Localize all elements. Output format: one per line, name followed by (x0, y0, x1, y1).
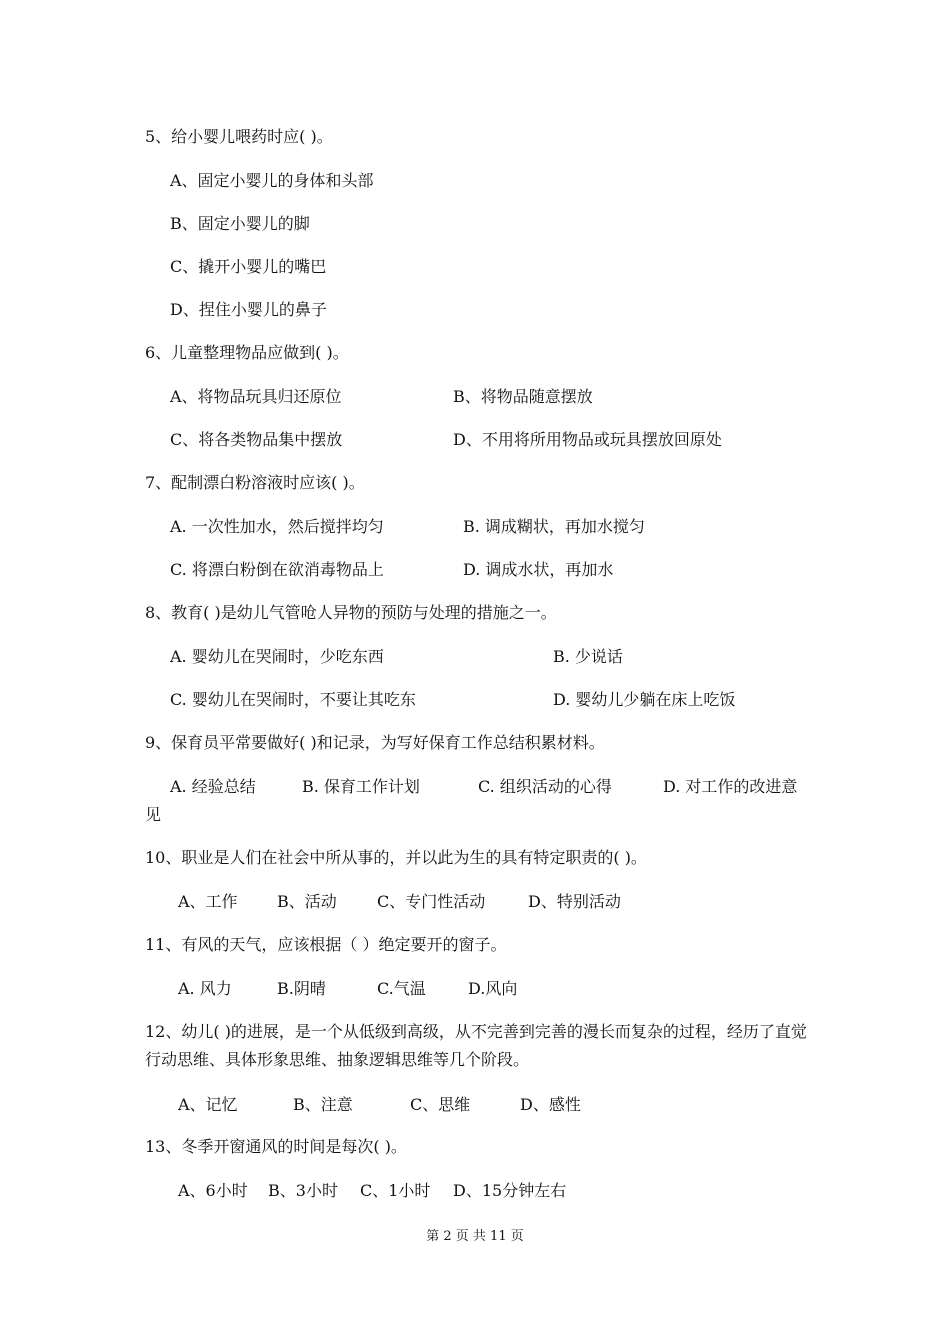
question-9-option-c: C. 组织活动的心得 (478, 777, 612, 796)
question-10-stem: 10、职业是人们在社会中所从事的，并以此为生的具有特定职责的( )。 (145, 848, 647, 867)
question-9-stem: 9、保育员平常要做好( )和记录，为写好保育工作总结积累材料。 (145, 733, 605, 752)
question-9-option-b: B. 保育工作计划 (302, 777, 420, 796)
question-11-option-a: A. 风力 (178, 979, 232, 998)
question-11-option-c: C.气温 (377, 979, 426, 998)
question-8-option-b: B. 少说话 (553, 647, 623, 666)
question-12-option-a: A、记忆 (178, 1095, 238, 1114)
question-12-stem: 12、幼儿( )的进展，是一个从低级到高级，从不完善到完善的漫长而复杂的过程，经历了直觉行动思维、具体形象思维、抽象逻辑思维等几个阶段。 (145, 1022, 807, 1069)
question-8-stem: 8、教育( )是幼儿气管呛人异物的预防与处理的措施之一。 (145, 603, 557, 622)
question-7-option-a: A. 一次性加水，然后搅拌均匀 (170, 517, 384, 536)
question-6-option-d: D、不用将所用物品或玩具摆放回原处 (453, 430, 722, 449)
question-12-option-c: C、思维 (410, 1095, 471, 1114)
question-12-option-d: D、感性 (520, 1095, 581, 1114)
question-6-option-a: A、将物品玩具归还原位 (170, 387, 342, 406)
question-8-option-a: A. 婴幼儿在哭闹时，少吃东西 (170, 647, 384, 666)
question-6-option-b: B、将物品随意摆放 (453, 387, 593, 406)
question-7-option-c: C. 将漂白粉倒在欲消毒物品上 (170, 560, 384, 579)
question-7-option-b: B. 调成糊状，再加水搅匀 (463, 517, 645, 536)
question-13-option-a: A、6小时 (178, 1181, 248, 1200)
question-13-option-b: B、3小时 (268, 1181, 338, 1200)
question-13-option-c: C、1小时 (360, 1181, 431, 1200)
question-5-option-d: D、捏住小婴儿的鼻子 (170, 300, 327, 319)
question-11-option-b: B.阴晴 (277, 979, 326, 998)
question-6-option-c: C、将各类物品集中摆放 (170, 430, 343, 449)
question-13-stem: 13、冬季开窗通风的时间是每次( )。 (145, 1137, 407, 1156)
question-10-option-b: B、活动 (277, 892, 337, 911)
question-9-option-d: D. 对工作的改进意 (663, 777, 798, 796)
question-9-option-a: A. 经验总结 (170, 777, 256, 796)
question-11-stem: 11、有风的天气，应该根据（ ）绝定要开的窗子。 (145, 935, 507, 954)
question-10-option-a: A、工作 (178, 892, 238, 911)
question-6-stem: 6、儿童整理物品应做到( )。 (145, 343, 349, 362)
question-10-option-d: D、特别活动 (528, 892, 621, 911)
question-11-option-d: D.风向 (468, 979, 518, 998)
question-7-stem: 7、配制漂白粉溶液时应该( )。 (145, 473, 365, 492)
question-5-option-b: B、固定小婴儿的脚 (170, 214, 310, 233)
question-13-option-d: D、15分钟左右 (453, 1181, 567, 1200)
question-7-option-d: D. 调成水状，再加水 (463, 560, 614, 579)
question-5-stem: 5、给小婴儿喂药时应( )。 (145, 127, 333, 146)
page-footer: 第 2 页 共 11 页 (426, 1229, 524, 1244)
question-8-option-c: C. 婴幼儿在哭闹时，不要让其吃东 (170, 690, 416, 709)
question-10-option-c: C、专门性活动 (377, 892, 486, 911)
question-12-option-b: B、注意 (293, 1095, 353, 1114)
question-8-option-d: D. 婴幼儿少躺在床上吃饭 (553, 690, 736, 709)
question-5-option-c: C、撬开小婴儿的嘴巴 (170, 257, 327, 276)
question-5-option-a: A、固定小婴儿的身体和头部 (170, 171, 374, 190)
question-9-option-d-wrap: 见 (145, 805, 162, 824)
